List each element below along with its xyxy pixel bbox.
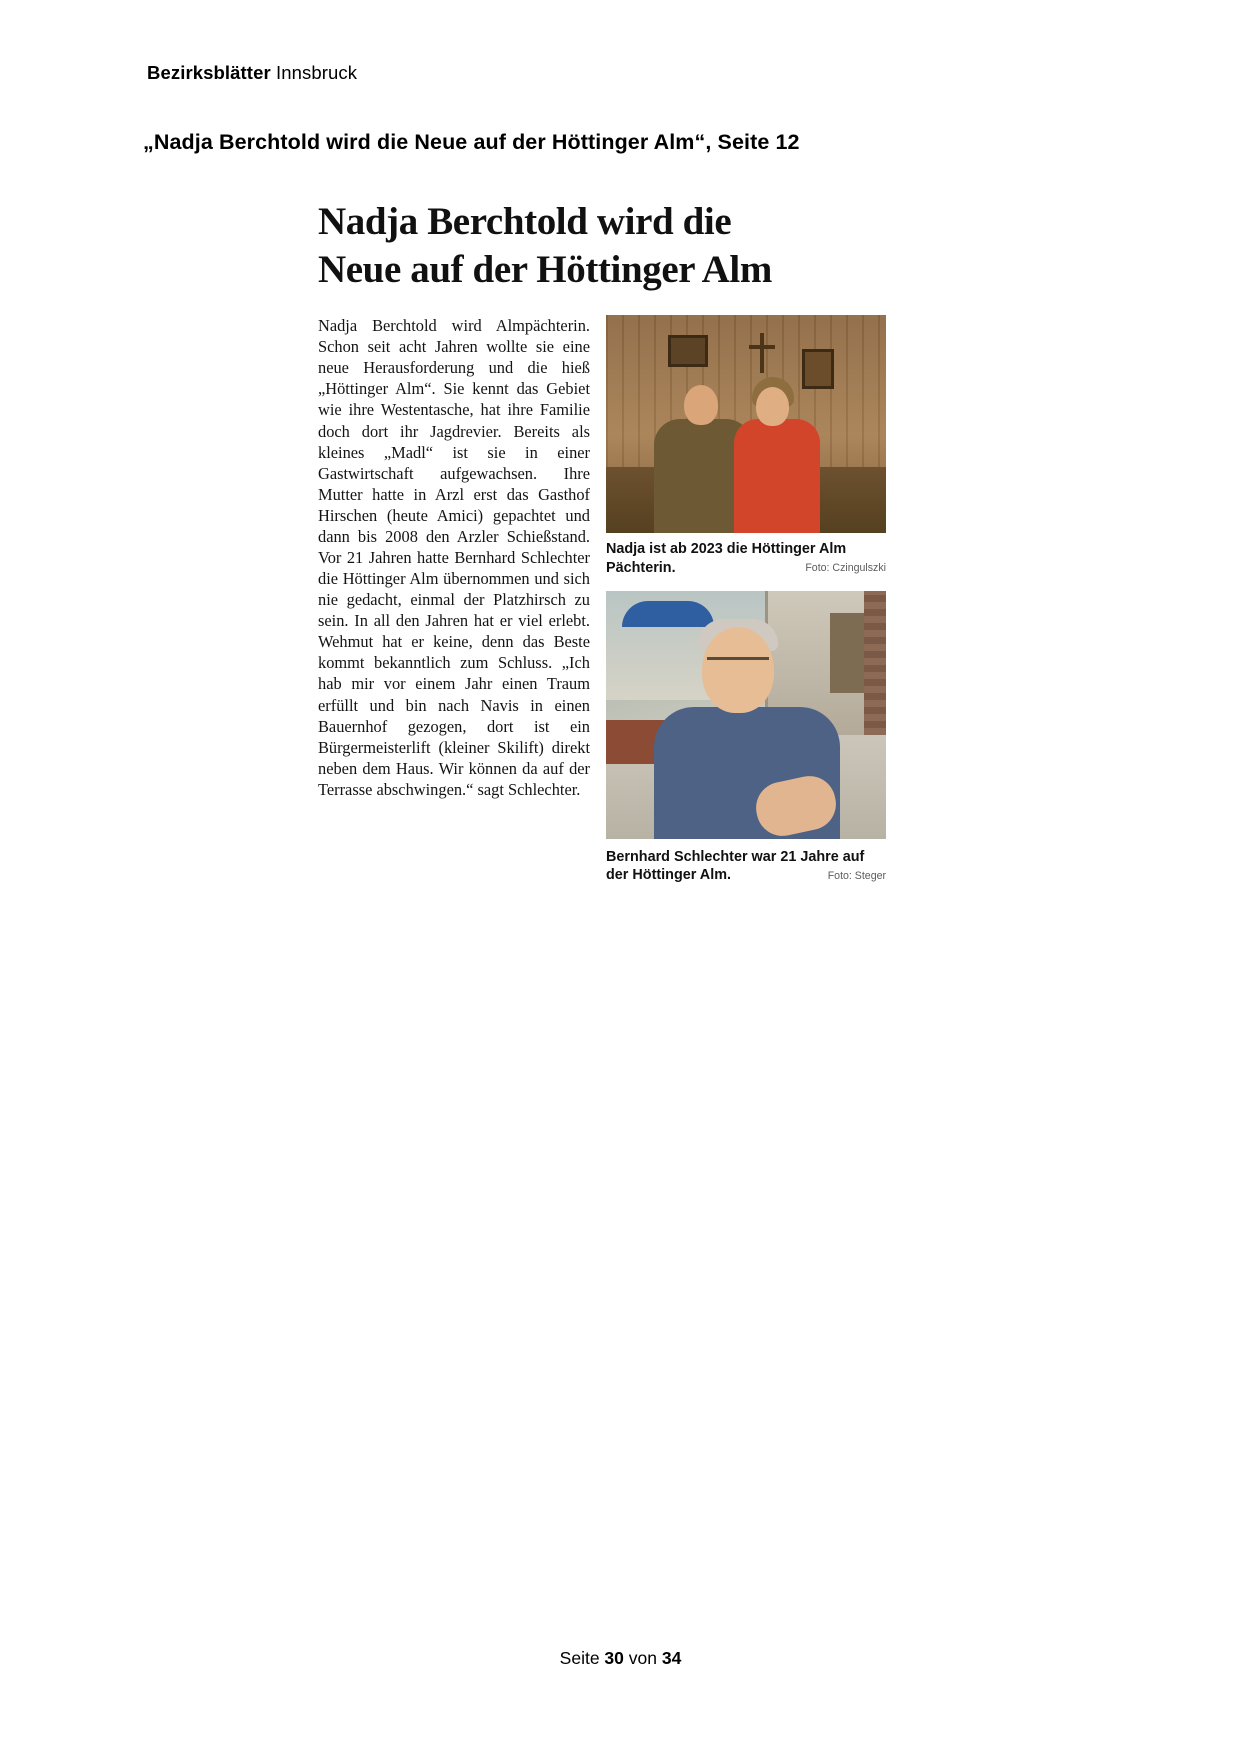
photo-nadja-berchtold [606,315,886,533]
person-head [756,387,789,426]
person-body [734,419,820,533]
photo-caption-nadja [606,540,886,577]
crucifix-icon [760,333,764,373]
glasses-icon [707,657,769,671]
footer-total-pages: 34 [661,1648,682,1668]
media-spacer [606,577,886,591]
newspaper-clipping [318,198,918,898]
page-footer [0,1648,1241,1669]
picture-frame-icon [668,335,708,367]
photo-bernhard-schlechter [606,591,886,839]
photo-caption-bernhard [606,848,886,885]
footer-prefix: Seite [559,1648,605,1668]
footer-current-page: 30 [604,1648,624,1668]
clipping-headline-line-1: Nadja Berchtold wird die [318,200,732,243]
clipping-body [318,315,918,885]
clipping-media-column [606,315,886,885]
clipping-headline [318,198,918,293]
brick-wall-shape [864,591,886,735]
picture-frame-icon [802,349,834,389]
person-head [684,385,718,425]
article-text: Nadja Berchtold wird Almpächterin. Schon seit acht Jahren wollte sie eine neue Herausforderung und die hieß „Höttinger Alm“. Sie kennt das Gebiet wie ihre Westentasche, hat ihre Familie doch dort ihr Jagdrevier. Bereits als kleines „Madl“ ist sie in einer Gastwirtschaft aufgewachsen. Ihre Mutter hatte in Arzl erst das Gasthof Hirschen (heute Amici) gepachtet und dann bis 2008 den Arzler Schießstand. Vor 21 Jahren hatte Bernhard Schlechter die Höttinger Alm übernommen und sich nie gedacht, einmal der Platzhirsch zu sein. In all den Jahren hat er viel erlebt. Wehmut hat er keine, denn das Beste kommt bekanntlich zum Schluss. „Ich hab mir vor einem Jahr einen Traum erfüllt und bin nach Navis in einen Bauernhof gezogen, dort ist ein Bürgermeisterlift (kleiner Skilift) direkt neben dem Haus. Wir können da auf der Terrasse abschwingen.“ sagt Schlechter. [318,316,590,799]
document-header [147,62,357,84]
caption-text: Nadja ist ab 2023 die Höttinger Alm Pächterin. [606,541,847,576]
caption-text: Bernhard Schlechter war 21 Jahre auf der Höttinger Alm. [606,849,865,884]
photo-credit: Foto: Czingulszki [805,562,886,575]
clipping-headline-line-2: Neue auf der Höttinger Alm [318,247,772,291]
publication-name: Bezirksblätter [147,62,271,83]
page-title: „Nadja Berchtold wird die Neue auf der Höttinger Alm“, Seite 12 [143,130,800,154]
door-shape [830,613,864,693]
publication-edition: Innsbruck [270,62,358,83]
photo-credit: Foto: Steger [827,870,886,883]
footer-middle: von [623,1648,662,1668]
umbrella-icon [622,601,714,627]
